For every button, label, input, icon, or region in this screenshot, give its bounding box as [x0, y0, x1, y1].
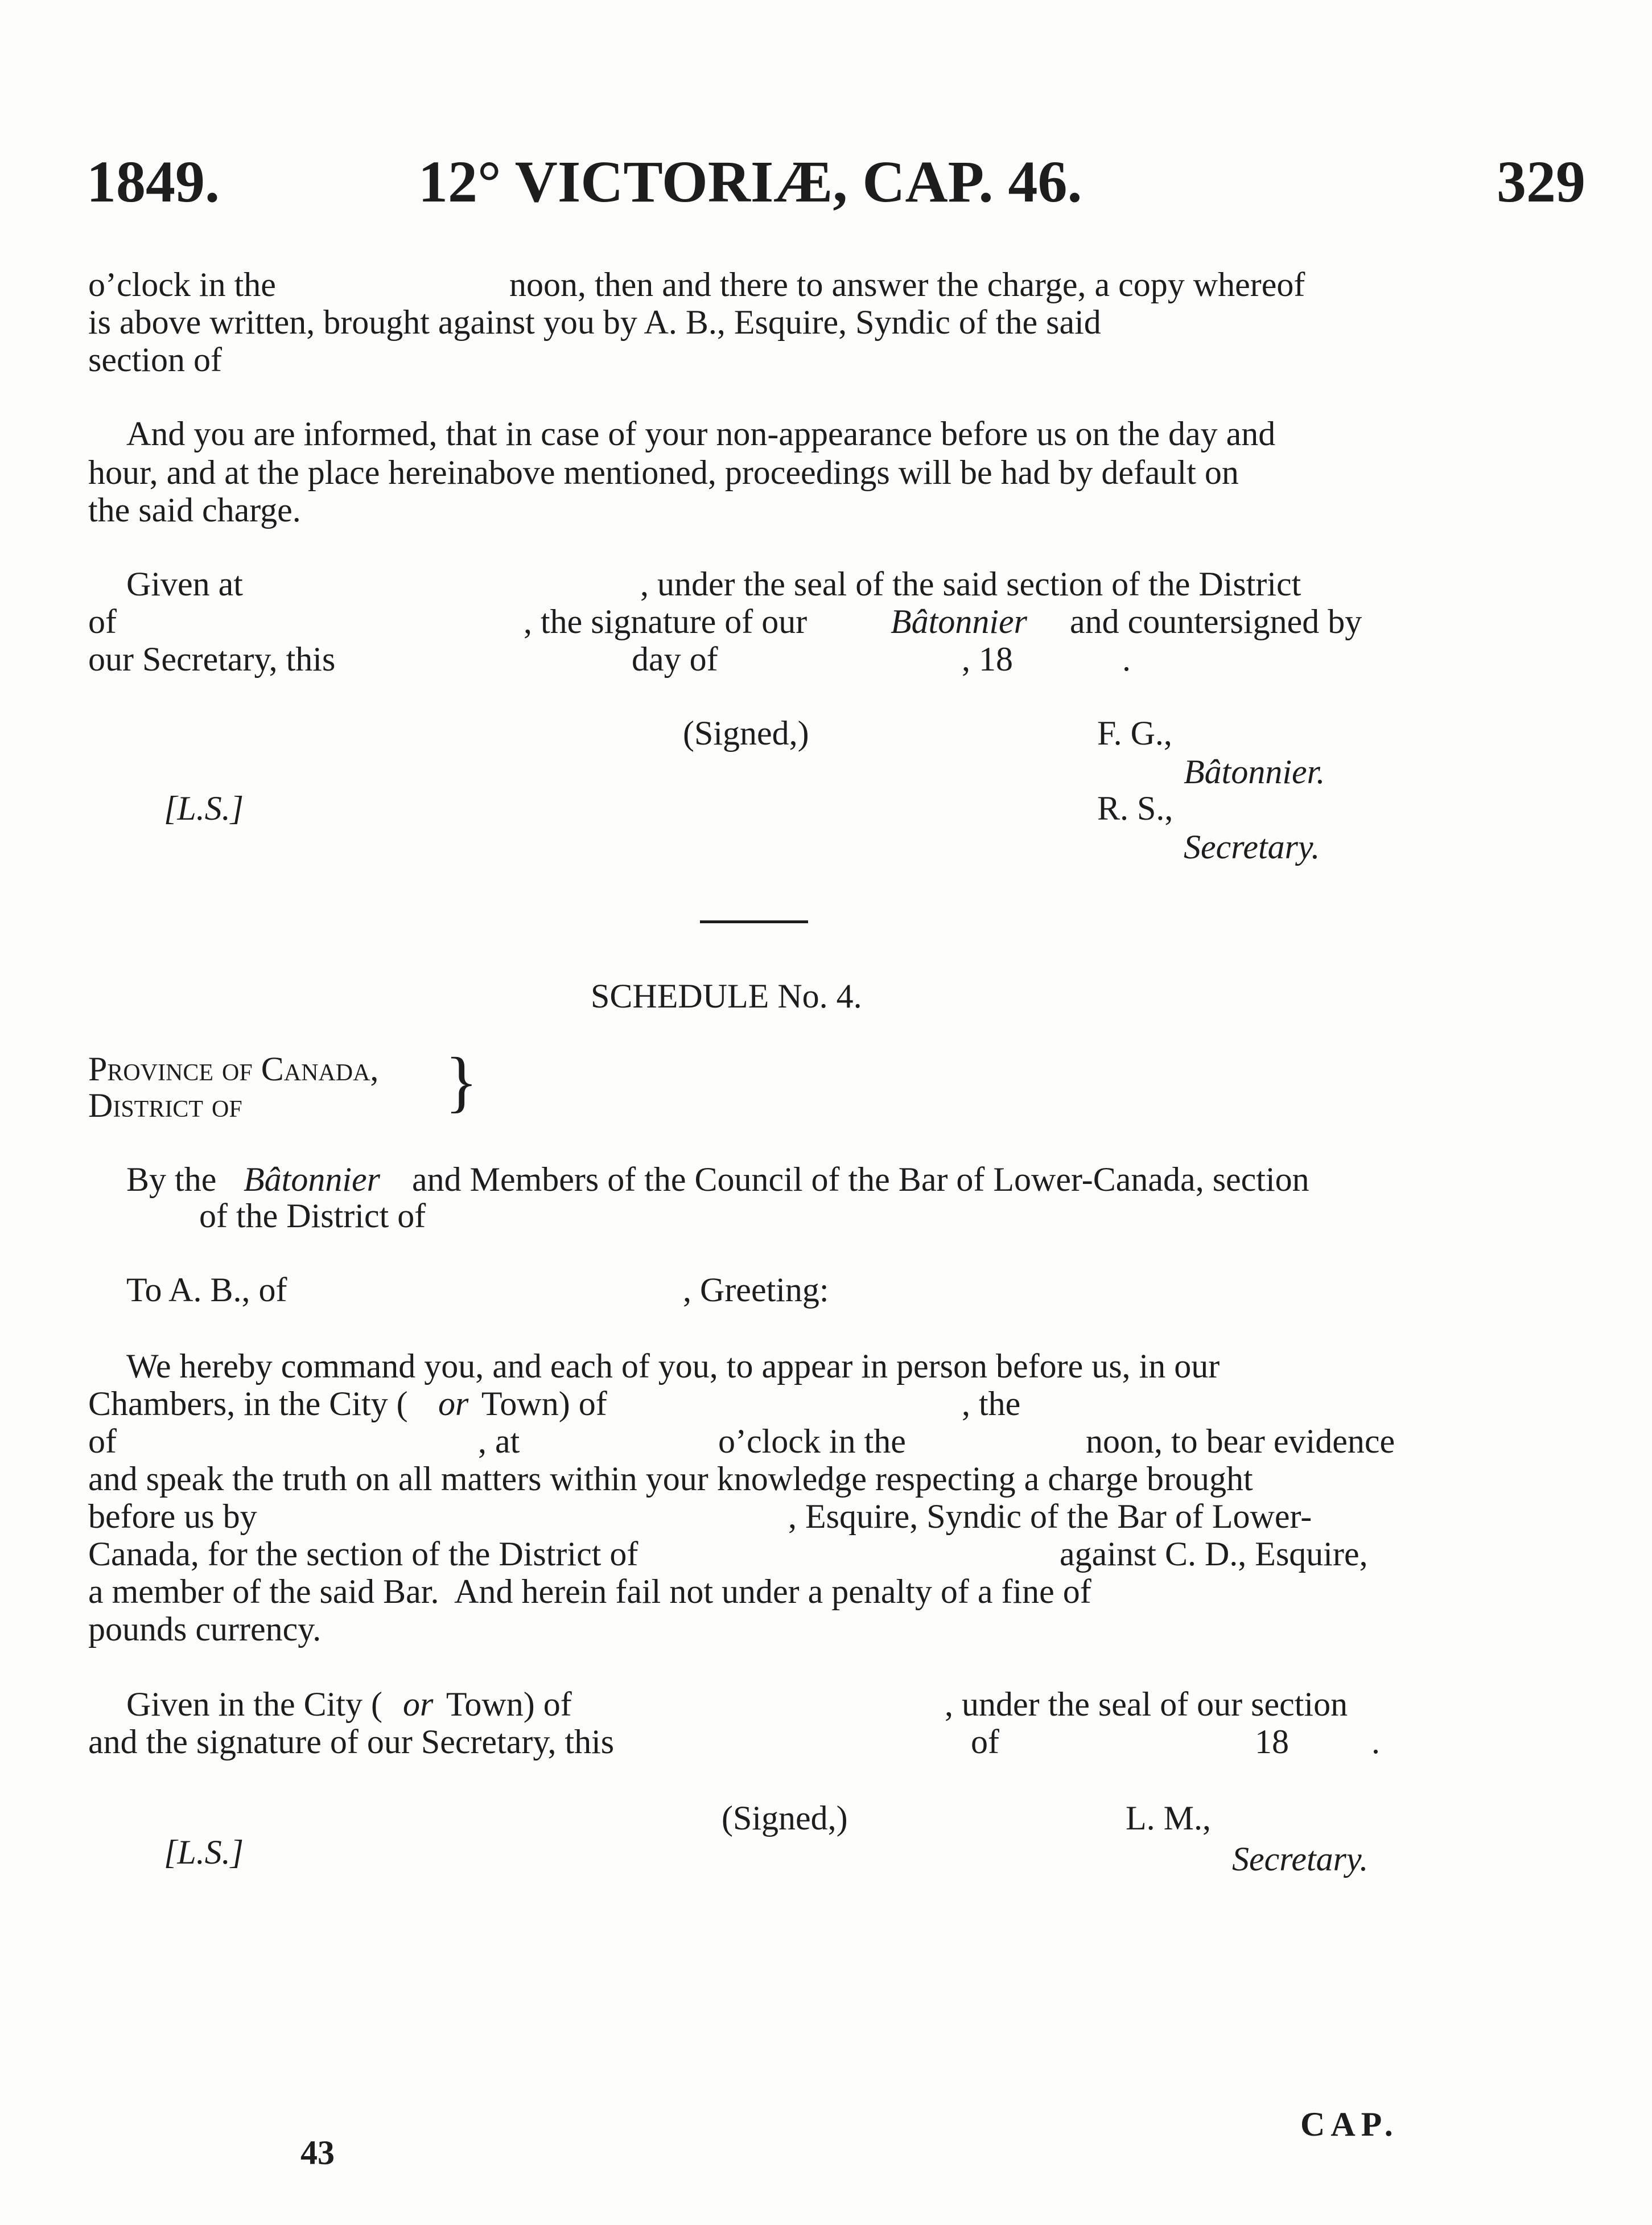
by-line-b: Bâtonnier: [244, 1161, 380, 1198]
schedule-seal: [L.S.]: [164, 1833, 244, 1871]
cmd-line-6b: against C. D., Esquire,: [1060, 1535, 1368, 1573]
form3-given-1b: , under the seal of the said section of the District: [640, 565, 1301, 603]
form3-given-2b: , the signature of our: [524, 603, 808, 640]
cmd-line-5a: before us by: [88, 1498, 257, 1535]
given-line-1c: , under the seal of our section: [945, 1685, 1348, 1723]
schedule-sig-title: Secretary.: [1232, 1840, 1369, 1878]
given-line-2d: .: [1371, 1723, 1380, 1761]
header-year: 1849.: [86, 149, 220, 215]
form3-p2-line-2: hour, and at the place hereinabove mentioned, proceedings will be had by default on: [88, 454, 1239, 491]
cmd-line-2a: Chambers, in the City (: [88, 1385, 408, 1422]
cmd-line-6a: Canada, for the section of the District of: [88, 1535, 638, 1573]
given-line-1b: Town) of: [438, 1685, 572, 1723]
given-line-2b: of: [971, 1723, 999, 1761]
form3-signed: (Signed,): [683, 714, 809, 752]
brace-glyph: }: [445, 1043, 478, 1119]
cmd-line-4: and speak the truth on all matters within your knowledge respecting a charge brought: [88, 1460, 1253, 1498]
form3-given-3d: .: [1122, 640, 1131, 678]
signature-mark: 43: [300, 2134, 335, 2171]
cmd-line-8: pounds currency.: [88, 1610, 322, 1648]
cmd-line-2c: , the: [962, 1385, 1021, 1422]
form3-sig2-title: Secretary.: [1184, 828, 1320, 866]
given-line-1a: Given in the City (: [126, 1685, 382, 1723]
schedule-signed: (Signed,): [722, 1799, 848, 1837]
form3-given-3a: our Secretary, this: [88, 640, 336, 678]
header-title: 12° VICTORIÆ, CAP. 46.: [418, 149, 1082, 215]
cmd-line-3d: noon, to bear evidence: [1086, 1422, 1395, 1460]
by-line-d: of the District of: [199, 1197, 426, 1235]
province-label: Province of Canada,: [88, 1050, 379, 1088]
by-line-c: and Members of the Council of the Bar of Lower-Canada, section: [412, 1161, 1309, 1198]
by-line-a: By the: [126, 1161, 217, 1198]
form3-p2-line-3: the said charge.: [88, 491, 301, 529]
cmd-line-3a: of: [88, 1422, 117, 1460]
form3-sig2-name: R. S.,: [1097, 789, 1173, 827]
form3-given-2d: and countersigned by: [1070, 603, 1362, 640]
catchword: CAP.: [1300, 2105, 1399, 2143]
cmd-line-2b: Town) of: [473, 1385, 607, 1422]
schedule-heading: SCHEDULE No. 4.: [591, 977, 862, 1015]
form3-given-3c: , 18: [962, 640, 1013, 678]
page-number: 329: [1497, 149, 1585, 215]
form3-sig1-name: F. G.,: [1097, 714, 1172, 752]
to-line-b: , Greeting:: [683, 1271, 829, 1309]
district-label: District of: [88, 1087, 242, 1124]
form3-line-3: section of: [88, 341, 222, 379]
form3-given-3b: day of: [632, 640, 718, 678]
form3-sig1-title: Bâtonnier.: [1184, 753, 1325, 791]
form3-given-2c: Bâtonnier: [891, 603, 1027, 640]
form3-line-2: is above written, brought against you by A. B., Esquire, Syndic of the said: [88, 303, 1101, 341]
given-line-2a: and the signature of our Secretary, this: [88, 1723, 615, 1761]
cmd-line-1: We hereby command you, and each of you, to appear in person before us, in our: [126, 1347, 1220, 1385]
given-line-1-or: or: [403, 1685, 434, 1723]
to-line-a: To A. B., of: [126, 1271, 287, 1309]
cmd-line-7: a member of the said Bar. And herein fail not under a penalty of a fine of: [88, 1573, 1091, 1610]
form3-seal: [L.S.]: [164, 789, 244, 827]
cmd-line-5b: , Esquire, Syndic of the Bar of Lower-: [788, 1498, 1312, 1535]
form3-line-1a: o’clock in the: [88, 266, 276, 303]
cmd-line-3b: , at: [478, 1422, 520, 1460]
form3-p2-line-1: And you are informed, that in case of your non-appearance before us on the day and: [126, 415, 1276, 453]
form3-line-1b: noon, then and there to answer the charge, a copy whereof: [509, 266, 1305, 303]
schedule-sig-name: L. M.,: [1126, 1799, 1211, 1837]
given-line-2c: 18: [1255, 1723, 1289, 1761]
cmd-line-2-or: or: [438, 1385, 469, 1422]
section-divider: [700, 920, 808, 923]
form3-given-2a: of: [88, 603, 117, 640]
form3-given-1a: Given at: [126, 565, 243, 603]
cmd-line-3c: o’clock in the: [718, 1422, 906, 1460]
